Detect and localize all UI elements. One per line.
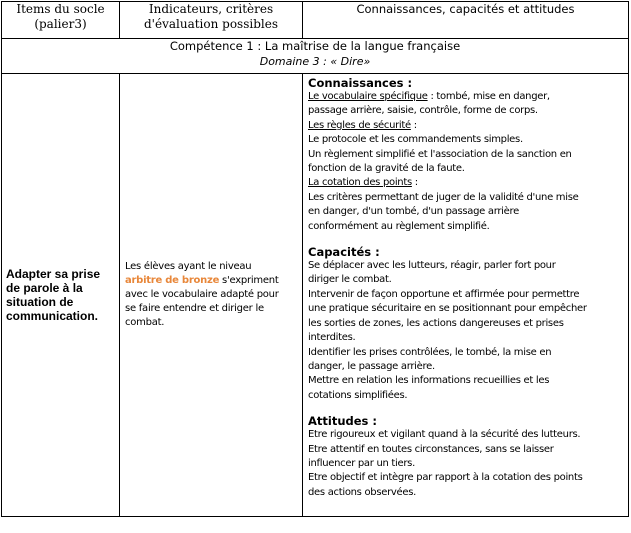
attitude-line: influencer par un tiers. — [308, 457, 415, 469]
content-row — [2, 74, 629, 517]
header-row — [2, 2, 629, 39]
header-connaissances-label: Connaissances, capacités et attitudes — [356, 2, 575, 16]
capacity-line: les sorties de zones, les actions dangereuses et prises — [308, 317, 564, 329]
header-items-line2: (palier3) — [34, 17, 87, 31]
capacity-line: danger, le passage arrière. — [308, 360, 435, 372]
level-highlight: arbitre de bronze — [125, 275, 220, 286]
skills-cell — [303, 74, 629, 517]
header-indicateurs-line1: Indicateurs, critères — [148, 2, 274, 16]
knowledge-line: Un règlement simplifié et l'association de la sanction en — [308, 148, 572, 160]
competence-title: Compétence 1 : La maîtrise de la langue française — [169, 39, 461, 53]
competency-table-page — [1, 1, 628, 517]
capacity-line: Mettre en relation les informations recueillies et les — [308, 375, 550, 387]
capacity-line: Intervenir de façon opportune et affirmée pour permettre — [308, 288, 580, 300]
capacity-line: diriger le combat. — [308, 274, 392, 286]
header-indicateurs — [120, 2, 303, 39]
competence-cell — [2, 39, 629, 74]
capacities-heading: Capacités : — [308, 245, 380, 260]
indicator-line: avec le vocabulaire adapté pour — [125, 289, 279, 300]
rules-rest: : — [410, 119, 417, 131]
indicator-line: se faire entendre et diriger le — [125, 303, 264, 314]
indicator-line-rest: s'expriment — [219, 275, 279, 286]
knowledge-line — [308, 176, 625, 190]
attitude-line: Etre rigoureux et vigilant quand à la sécurité des lutteurs. — [308, 429, 581, 441]
rules-label: Les règles de sécurité — [308, 119, 411, 131]
knowledge-heading: Connaissances : — [308, 76, 413, 90]
competence-row — [2, 39, 629, 74]
attitude-line: Etre objectif et intègre par rapport à la cotation des points — [308, 472, 583, 484]
header-connaissances — [303, 2, 629, 39]
competency-table — [1, 1, 629, 517]
section-spacer — [308, 234, 625, 245]
capacity-line: Se déplacer avec les lutteurs, réagir, parler fort pour — [308, 260, 556, 272]
item-line: de parole à la — [6, 281, 83, 295]
attitude-line: Etre attentif en toutes circonstances, sans se laisser — [308, 443, 554, 455]
vocab-label: Le vocabulaire spécifique — [308, 91, 428, 102]
vocab-rest: : tombé, mise en danger, — [427, 91, 550, 102]
capacity-line: une pratique sécuritaire en se positionnant pour empêcher — [308, 303, 587, 315]
indicator-line — [125, 274, 299, 288]
competence-domain: Domaine 3 : « Dire» — [259, 55, 371, 68]
knowledge-line: passage arrière, saisie, contrôle, forme de corps. — [308, 105, 538, 117]
attitude-line: des actions observées. — [308, 486, 417, 498]
knowledge-line: Les critères permettant de juger de la validité d'une mise — [308, 191, 579, 203]
header-items-du-socle — [2, 2, 120, 39]
header-indicateurs-line2: d'évaluation possibles — [143, 17, 278, 31]
knowledge-line: Le protocole et les commandements simples. — [308, 134, 523, 146]
item-line: situation de — [6, 295, 74, 309]
points-rest: : — [411, 177, 418, 189]
indicator-line: combat. — [125, 317, 165, 328]
item-line: Adapter sa prise — [6, 267, 101, 281]
indicator-cell — [120, 74, 303, 517]
knowledge-line: conformément au règlement simplifié. — [308, 220, 490, 232]
knowledge-line — [308, 90, 625, 104]
knowledge-line — [308, 119, 625, 133]
capacity-line: Identifier les prises contrôlées, le tombé, la mise en — [308, 346, 552, 358]
attitudes-heading: Attitudes : — [308, 414, 377, 429]
knowledge-line: fonction de la gravité de la faute. — [308, 163, 465, 175]
indicator-line: Les élèves ayant le niveau — [125, 261, 252, 272]
points-label: La cotation des points — [308, 177, 412, 189]
item-line: communication. — [6, 309, 99, 323]
knowledge-line: en danger, d'un tombé, d'un passage arrière — [308, 206, 519, 218]
header-items-line1: Items du socle — [16, 2, 105, 16]
item-cell — [2, 74, 120, 517]
section-spacer — [308, 403, 625, 414]
capacity-line: interdites. — [308, 332, 356, 344]
capacity-line: cotations simplifiées. — [308, 389, 408, 401]
